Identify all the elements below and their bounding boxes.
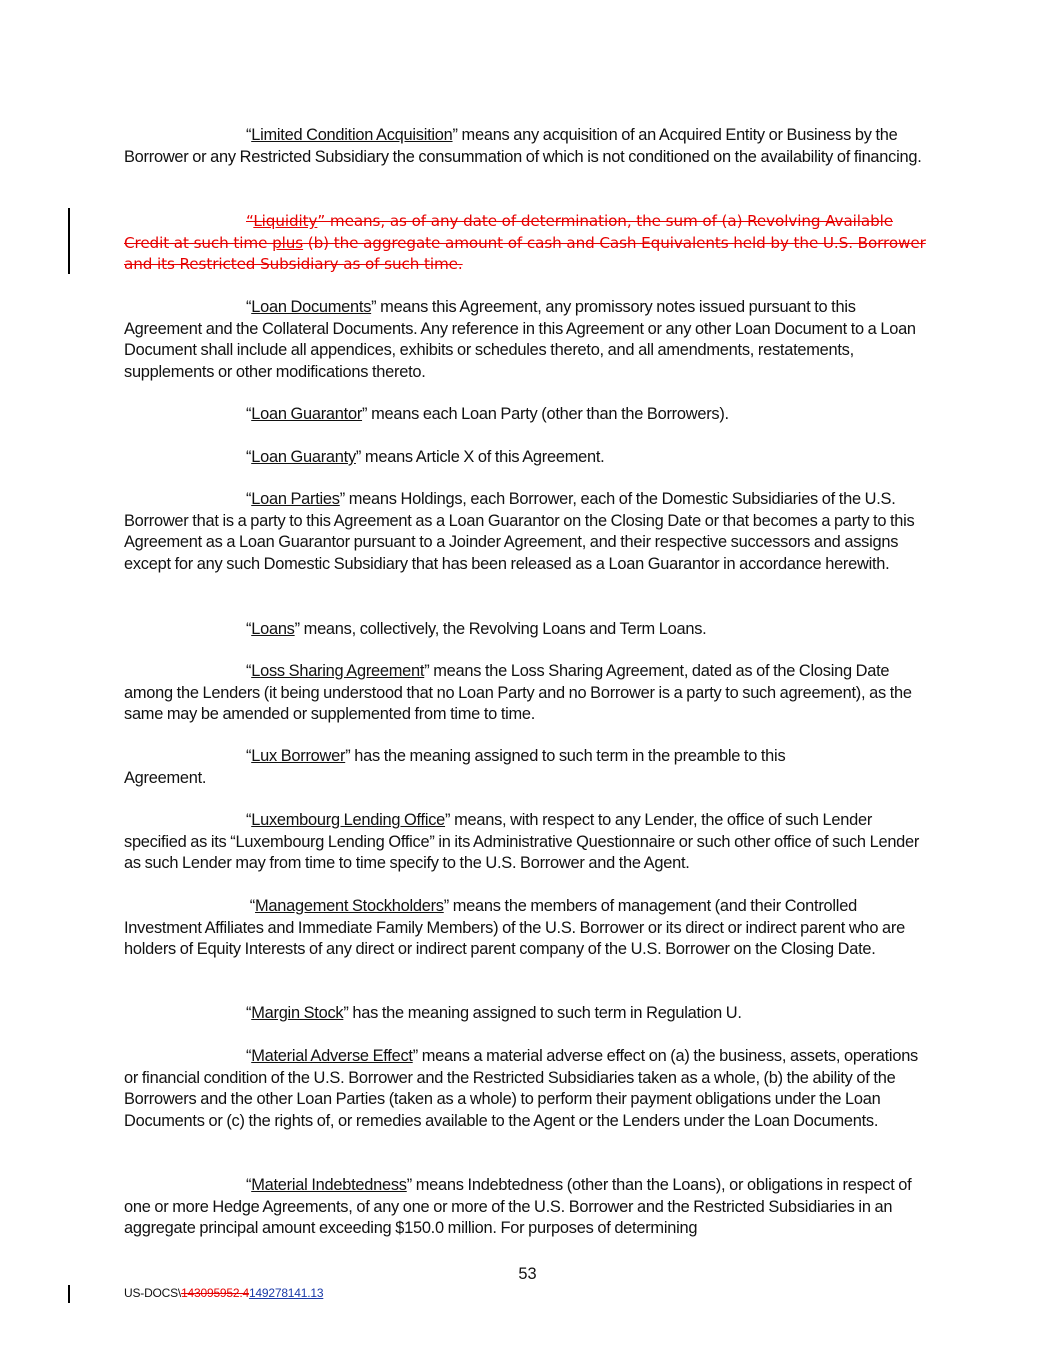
defined-term: Material Indebtedness bbox=[251, 1176, 407, 1194]
definition-margin-stock: “Margin Stock” has the meaning assigned to such term in Regulation U. bbox=[246, 1004, 742, 1022]
change-bar-footer bbox=[68, 1285, 70, 1303]
defined-term: Liquidity bbox=[253, 212, 318, 230]
defined-term: Lux Borrower bbox=[251, 747, 346, 765]
defined-term: Management Stockholders bbox=[255, 897, 444, 915]
inserted-doc-id: 149278141.13 bbox=[248, 1286, 324, 1300]
defined-term: Loan Documents bbox=[251, 298, 372, 316]
defined-term: Limited Condition Acquisition bbox=[251, 126, 453, 144]
defined-term: Loan Guarantor bbox=[251, 405, 363, 423]
defined-term: Loans bbox=[251, 620, 295, 638]
definition-loans: “Loans” means, collectively, the Revolving Loans and Term Loans. bbox=[246, 620, 707, 638]
document-id-footer: US-DOCS\143095952.4149278141.13 bbox=[124, 1286, 324, 1300]
definition-loan-guarantor: “Loan Guarantor” means each Loan Party (other than the Borrowers). bbox=[246, 405, 729, 423]
deleted-doc-id: 143095952.4 bbox=[181, 1286, 249, 1300]
defined-term: Loan Parties bbox=[251, 490, 340, 508]
deleted-definition-liquidity: “Liquidity” means, as of any date of determination, the sum of (a) Revolving Available Credit at such time plus (b) the aggregate amount of cash and Cash Equivalents held by the U.S. Borrower and its Restricted Subsidiary as of such time. bbox=[124, 212, 926, 274]
defined-term: Luxembourg Lending Office bbox=[251, 811, 446, 829]
definition-loan-parties: “Loan Parties” means Holdings, each Borrower, each of the Domestic Subsidiaries of the U.S. Borrower that is a party to this Agreement as a Loan Guarantor on the Closing Date or that becomes a party to this Agreement as a Loan Guarantor pursuant to a Joinder Agreement, and their respective successors and assigns except for any such Domestic Subsidiary that has been released as a Loan Guarantor in accordance herewith. bbox=[124, 490, 915, 573]
defined-term: Loan Guaranty bbox=[251, 448, 356, 466]
definition-limited-condition-acquisition: “Limited Condition Acquisition” means any acquisition of an Acquired Entity or Business by the Borrower or any Restricted Subsidiary the consummation of which is not conditioned on the availability of financing. bbox=[124, 126, 922, 166]
change-bar-liquidity bbox=[68, 208, 70, 274]
definition-material-indebtedness: “Material Indebtedness” means Indebtedness (other than the Loans), or obligations in respect of one or more Hedge Agreements, of any one or more of the U.S. Borrower and the Restricted Subsidiaries in an aggregate principal amount exceeding $150.0 million. For purposes of determining bbox=[124, 1176, 912, 1238]
page-number: 53 bbox=[518, 1265, 537, 1283]
definition-material-adverse-effect: “Material Adverse Effect” means a material adverse effect on (a) the business, assets, operations or financial condition of the U.S. Borrower and the Restricted Subsidiaries taken as a whole, (b) the ability of the Borrowers and the other Loan Parties (taken as a whole) to perform their payment obligations under the Loan Documents or (c) the rights of, or remedies available to the Agent or the Lenders under the Loan Documents. bbox=[124, 1047, 919, 1130]
definition-luxembourg-lending-office: “Luxembourg Lending Office” means, with respect to any Lender, the office of such Lender specified as its “Luxembourg Lending Office” in its Administrative Questionnaire or such other office of such Lender as such Lender may from time to time specify to the U.S. Borrower and the Agent. bbox=[124, 811, 920, 873]
definition-loan-guaranty: “Loan Guaranty” means Article X of this Agreement. bbox=[246, 448, 605, 466]
definition-loan-documents: “Loan Documents” means this Agreement, any promissory notes issued pursuant to this Agreement and the Collateral Documents. Any reference in this Agreement or any other Loan Document to a Loan Document shall include all appendices, exhibits or schedules thereto, and all amendments, restatements, supplements or other modifications thereto. bbox=[124, 298, 916, 381]
defined-term: Material Adverse Effect bbox=[251, 1047, 413, 1065]
definition-lux-borrower: “Lux Borrower” has the meaning assigned to such term in the preamble to this Agreement. bbox=[124, 747, 786, 787]
defined-term: Loss Sharing Agreement bbox=[251, 662, 425, 680]
defined-term: Margin Stock bbox=[251, 1004, 344, 1022]
definition-loss-sharing-agreement: “Loss Sharing Agreement” means the Loss Sharing Agreement, dated as of the Closing Date among the Lenders (it being understood that no Loan Party and no Borrower is a party to such agreement), as the same may be amended or supplemented from time to time. bbox=[124, 662, 912, 724]
definition-management-stockholders: “Management Stockholders” means the members of management (and their Controlled Investment Affiliates and Immediate Family Members) of the U.S. Borrower or its direct or indirect parent who are holders of Equity Interests of any direct or indirect parent company of the U.S. Borrower on the Closing Date. bbox=[124, 897, 905, 959]
